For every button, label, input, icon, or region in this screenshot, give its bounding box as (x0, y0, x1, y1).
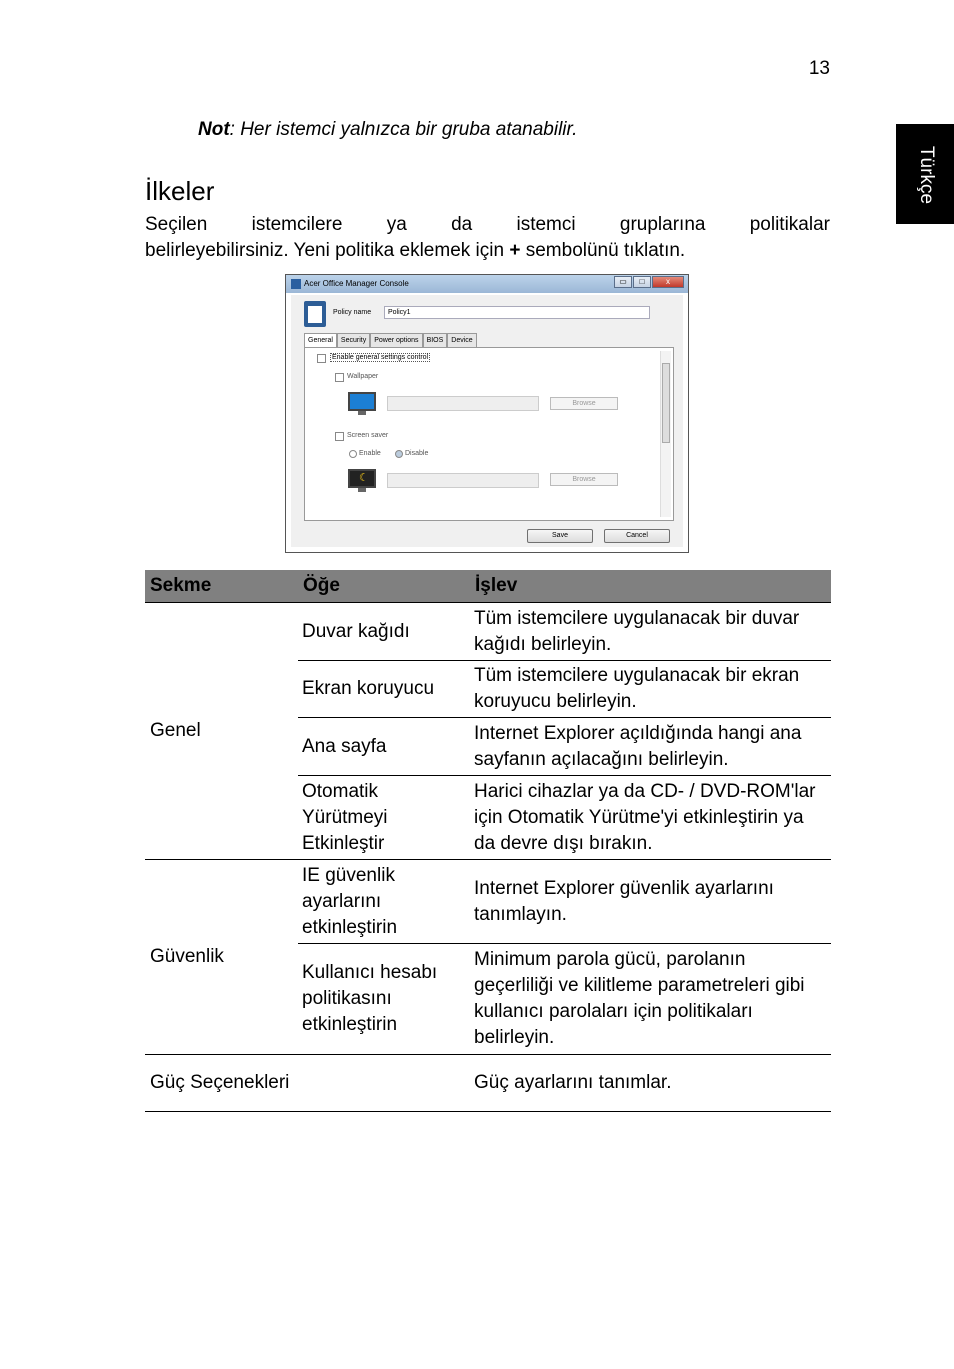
intro-paragraph (145, 212, 830, 264)
table-row (145, 1055, 831, 1112)
language-label: Türkçe (916, 145, 937, 205)
save-button[interactable]: Save (527, 529, 593, 543)
table-header-row (145, 570, 831, 603)
text: belirleyebilirsiniz. Yeni politika eklemek için (145, 240, 510, 261)
header-oge: Öğe (298, 570, 470, 603)
table-row (145, 603, 831, 661)
enable-radio[interactable] (349, 450, 357, 458)
close-button[interactable]: x (652, 276, 684, 288)
wallpaper-monitor-icon (348, 392, 376, 416)
screensaver-monitor-icon (348, 469, 376, 493)
paragraph-line-1 (145, 212, 830, 238)
disable-radio-label: Disable (405, 450, 429, 457)
policy-icon (304, 301, 326, 327)
wallpaper-browse-button[interactable]: Browse (550, 397, 618, 410)
tab-bar (304, 333, 477, 347)
screensaver-checkbox[interactable] (335, 432, 344, 441)
word: politikalar (749, 214, 830, 235)
tab-security[interactable]: Security (337, 333, 370, 347)
vertical-scrollbar[interactable] (660, 351, 671, 517)
function-cell: Minimum parola gücü, parolanın geçerliliği ve kilitleme parametreleri gibi kullanıcı parolaları için politikaları belirleyin. (470, 944, 831, 1055)
function-cell: Tüm istemcilere uygulanacak bir ekran koruyucu belirleyin. (470, 661, 831, 718)
plus-symbol: + (509, 240, 521, 261)
tab-cell: Güç Seçenekleri (145, 1055, 298, 1112)
tab-cell: Güvenlik (145, 860, 298, 1055)
item-cell: Ekran koruyucu (298, 661, 470, 718)
scrollbar-thumb[interactable] (662, 363, 670, 443)
wallpaper-label: Wallpaper (347, 373, 379, 380)
section-title: İlkeler (145, 176, 215, 206)
item-cell: IE güvenlik ayarlarını etkinleştirin (298, 860, 470, 944)
page-number: 13 (808, 58, 830, 79)
wallpaper-path-field[interactable] (387, 396, 539, 411)
word: ya (386, 214, 407, 235)
cancel-button[interactable]: Cancel (604, 529, 670, 543)
window-titlebar (286, 275, 688, 293)
function-cell: Tüm istemcilere uygulanacak bir duvar kağıdı belirleyin. (470, 603, 831, 661)
tab-cell: Genel (145, 603, 298, 860)
item-cell: Kullanıcı hesabı politikasını etkinleştirin (298, 944, 470, 1055)
window-title: Acer Office Manager Console (304, 279, 409, 288)
function-cell: Harici cihazlar ya da CD- / DVD-ROM'lar için Otomatik Yürütme'yi etkinleştirin ya da devre dışı bırakın. (470, 776, 831, 860)
note (198, 119, 577, 141)
item-cell: Otomatik Yürütmeyi Etkinleştir (298, 776, 470, 860)
text: sembolünü tıklatın. (520, 240, 686, 261)
item-cell: Ana sayfa (298, 718, 470, 776)
app-icon (291, 279, 301, 289)
general-tab-panel (304, 347, 674, 521)
word: Seçilen (145, 214, 208, 235)
item-cell: Duvar kağıdı (298, 603, 470, 661)
note-bold: Not (198, 119, 230, 140)
item-cell (298, 1055, 470, 1112)
enable-radio-label: Enable (359, 450, 381, 457)
function-cell: Güç ayarlarını tanımlar. (470, 1055, 831, 1112)
screensaver-path-field[interactable] (387, 473, 539, 488)
maximize-button[interactable]: □ (633, 276, 651, 288)
word: istemcilere (251, 214, 343, 235)
language-side-tab (896, 124, 954, 224)
console-screenshot (285, 274, 689, 553)
disable-radio[interactable] (395, 450, 403, 458)
screensaver-browse-button[interactable]: Browse (550, 473, 618, 486)
header-islev: İşlev (470, 570, 831, 603)
policy-name-input[interactable]: Policy1 (384, 306, 650, 319)
table-row (145, 860, 831, 944)
policy-table (145, 570, 831, 1112)
wallpaper-checkbox[interactable] (335, 373, 344, 382)
function-cell: Internet Explorer açıldığında hangi ana sayfanın açılacağını belirleyin. (470, 718, 831, 776)
tab-power-options[interactable]: Power options (370, 333, 422, 347)
tab-bios[interactable]: BIOS (423, 333, 448, 347)
word: istemci (516, 214, 576, 235)
paragraph-line-2 (145, 238, 830, 264)
screensaver-label: Screen saver (347, 432, 389, 439)
note-text: : Her istemci yalnızca bir gruba atanabilir. (229, 119, 578, 140)
policy-name-label: Policy name (333, 309, 372, 316)
minimize-button[interactable]: ▭ (614, 276, 632, 288)
enable-general-label: Enable general settings control (332, 354, 429, 361)
tab-device[interactable]: Device (447, 333, 476, 347)
tab-general[interactable]: General (304, 333, 337, 347)
enable-general-checkbox[interactable] (317, 354, 326, 363)
function-cell: Internet Explorer güvenlik ayarlarını tanımlayın. (470, 860, 831, 944)
word: da (451, 214, 473, 235)
header-sekme: Sekme (145, 570, 298, 603)
word: gruplarına (619, 214, 706, 235)
window-body (291, 295, 683, 547)
